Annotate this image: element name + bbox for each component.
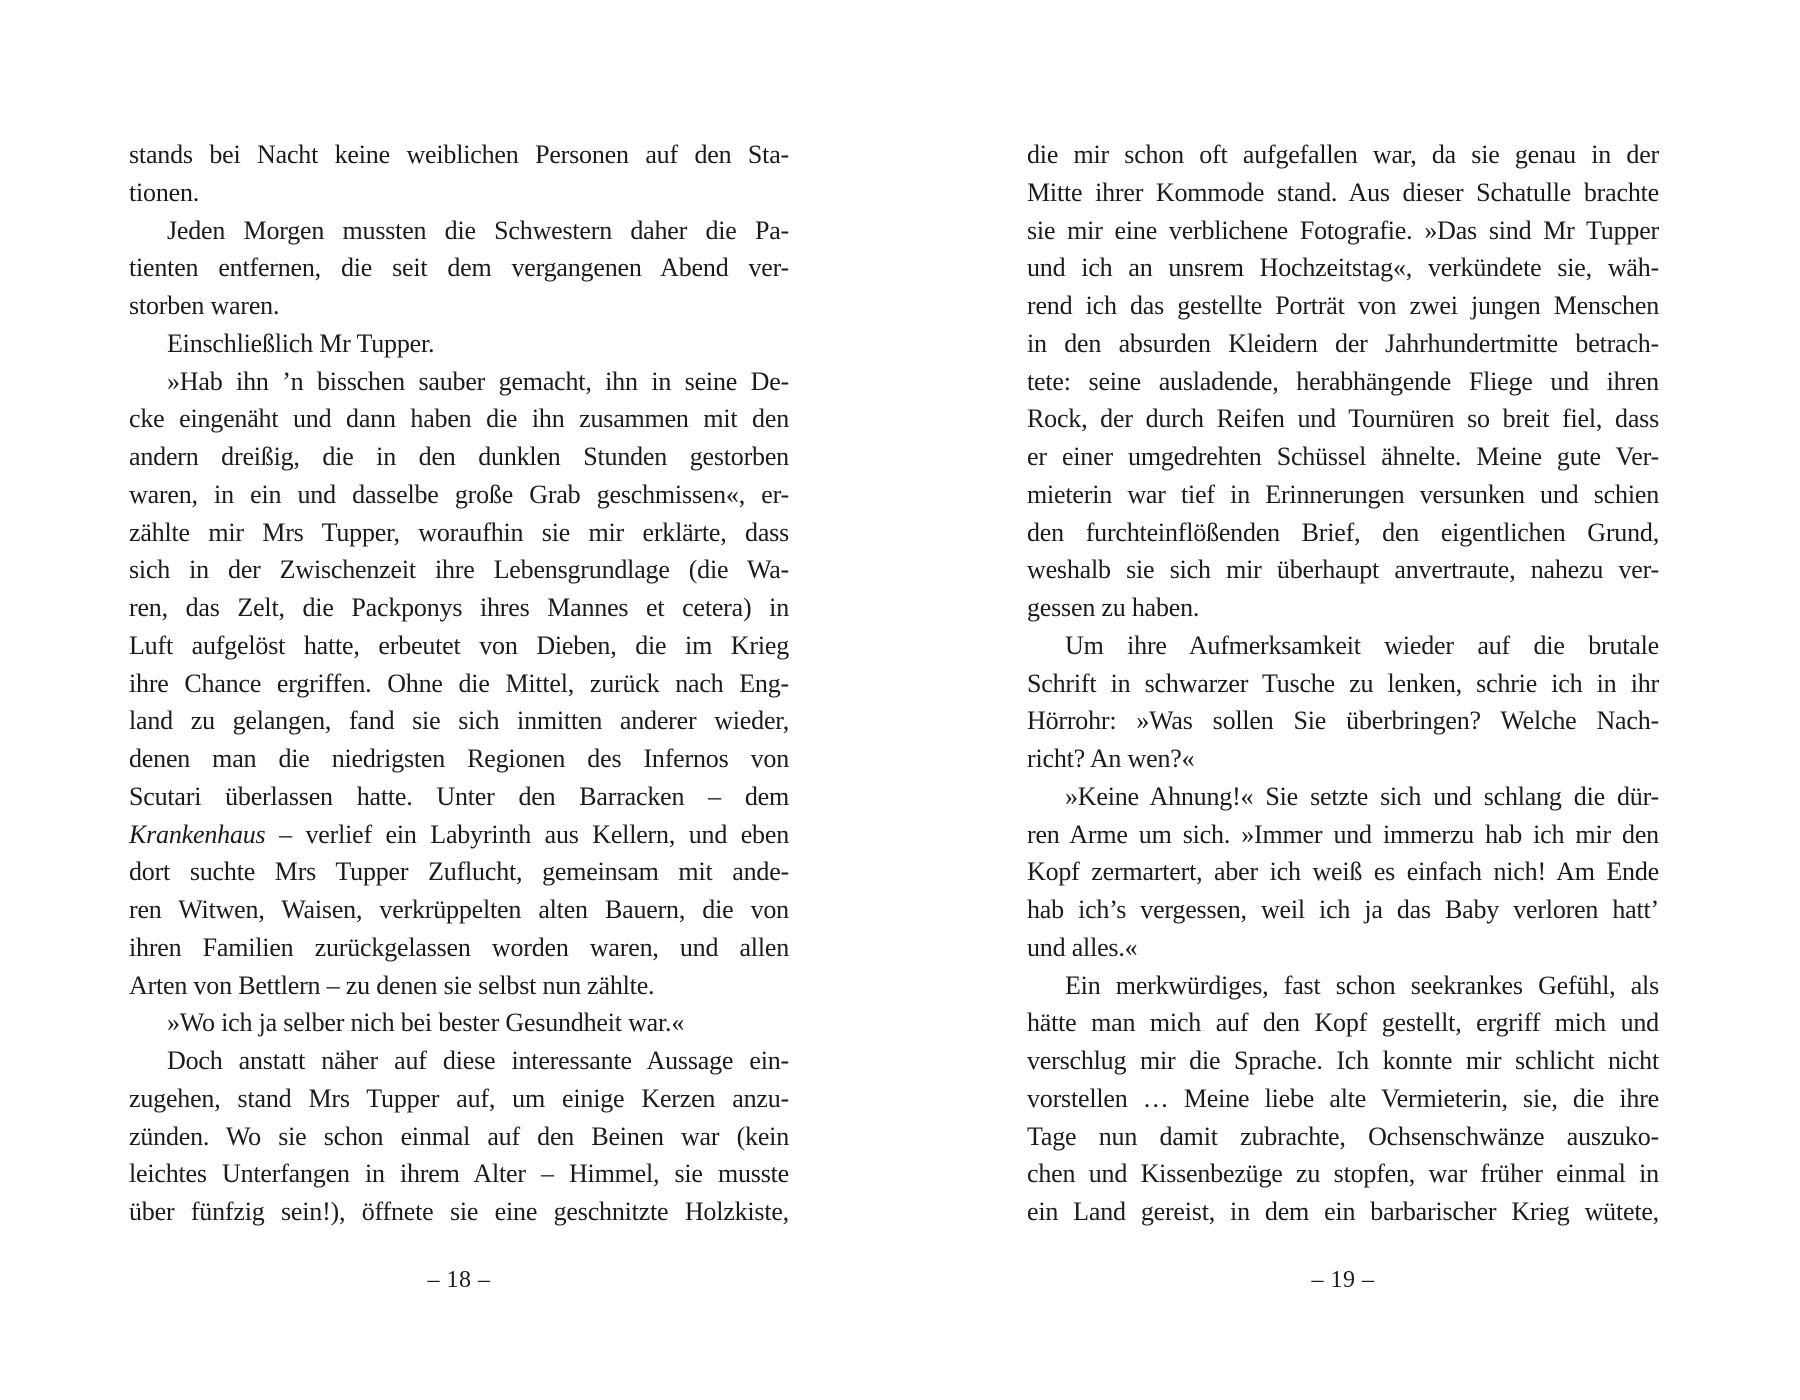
text-line: dort suchte Mrs Tupper Zuflucht, gemeinsam mit ande- [129, 857, 789, 887]
text-line: Rock, der durch Reifen und Tournüren so breit fiel, dass [1027, 404, 1659, 434]
text-line: verschlug mir die Sprache. Ich konnte mir schlicht nicht [1027, 1046, 1659, 1075]
text-line: er einer umgedrehten Schüssel ähnelte. Meine gute Ver- [1027, 442, 1659, 471]
text-line: und ich an unsrem Hochzeitstag«, verkündete sie, wäh- [1027, 253, 1659, 283]
text-line: ihre Chance ergriffen. Ohne die Mittel, zurück nach Eng- [129, 668, 789, 698]
text-line: sie mir eine verblichene Fotografie. »Das sind Mr Tupper [1027, 215, 1659, 245]
text-line: Mitte ihrer Kommode stand. Aus dieser Schatulle brachte [1027, 177, 1659, 207]
text-line: stands bei Nacht keine weiblichen Personen auf den Sta- [129, 140, 789, 169]
text-line: rend ich das gestellte Porträt von zwei jungen Menschen [1027, 291, 1659, 320]
text-line: über fünfzig sein!), öffnete sie eine geschnitzte Holzkiste, [129, 1197, 789, 1226]
italic-term: Krankenhaus [129, 819, 266, 849]
text-line: Jeden Morgen mussten die Schwestern daher die Pa- [167, 215, 789, 245]
text-line: andern dreißig, die in den dunklen Stunden gestorben [129, 442, 789, 471]
page-number-left: – 18 – [427, 1267, 491, 1293]
text-line: vorstellen … Meine liebe alte Vermieterin, sie, die ihre [1027, 1083, 1659, 1113]
page-number-right: – 19 – [1311, 1267, 1375, 1293]
text-line: land zu gelangen, fand sie sich inmitten anderer wieder, [129, 706, 789, 736]
text-line: Um ihre Aufmerksamkeit wieder auf die brutale [1065, 630, 1659, 660]
text-line: gessen zu haben. [1027, 593, 1200, 622]
text-line: Luft aufgelöst hatte, erbeutet von Dieben, die im Krieg [129, 630, 789, 660]
text-line: ren Witwen, Waisen, verkrüppelten alten Bauern, die von [129, 895, 789, 924]
text-line: weshalb sie sich mir überhaupt anvertraute, nahezu ver- [1027, 555, 1659, 585]
text-line: cke eingenäht und dann haben die ihn zusammen mit den [129, 404, 789, 434]
text-line: den furchteinflößenden Brief, den eigentlichen Grund, [1027, 517, 1659, 547]
text-line: ihren Familien zurückgelassen worden waren, und allen [129, 932, 789, 962]
text-line: zählte mir Mrs Tupper, woraufhin sie mir erklärte, dass [129, 517, 789, 547]
text-line: ren, das Zelt, die Packponys ihres Mannes et cetera) in [129, 593, 789, 622]
text-line: hab ich’s vergessen, weil ich ja das Baby verloren hatt’ [1027, 895, 1659, 924]
text-line: ren Arme um sich. »Immer und immerzu hab ich mir den [1027, 819, 1659, 849]
text-line: mieterin war tief in Erinnerungen versunken und schien [1027, 479, 1659, 509]
text-line: richt? An wen?« [1027, 744, 1195, 773]
text-line: Doch anstatt näher auf diese interessante Aussage ein- [167, 1046, 789, 1075]
text-line: leichtes Unterfangen in ihrem Alter – Himmel, sie musste [129, 1159, 789, 1189]
text-line: hätte man mich auf den Kopf gestellt, ergriff mich und [1027, 1008, 1659, 1038]
page-right-text-column [1027, 136, 1659, 1231]
text-line: Hörrohr: »Was sollen Sie überbringen? Welche Nach- [1027, 706, 1659, 736]
text-line: Schrift in schwarzer Tusche zu lenken, schrie ich in ihr [1027, 668, 1659, 698]
text-line: waren, in ein und dasselbe große Grab geschmissen«, er- [129, 479, 789, 509]
text-line: Scutari überlassen hatte. Unter den Barracken – dem [129, 781, 789, 811]
text-line: Krankenhaus – verlief ein Labyrinth aus Kellern, und eben [129, 819, 789, 849]
text-line: zugehen, stand Mrs Tupper auf, um einige Kerzen anzu- [129, 1083, 789, 1113]
text-line: denen man die niedrigsten Regionen des Infernos von [129, 744, 789, 773]
text-line: und alles.« [1027, 932, 1138, 962]
text-line: tienten entfernen, die seit dem vergangenen Abend ver- [129, 253, 789, 283]
text-line: ein Land gereist, in dem ein barbarischer Krieg wütete, [1027, 1197, 1659, 1226]
text-line: »Hab ihn ’n bisschen sauber gemacht, ihn in seine De- [167, 366, 789, 396]
text-line: Einschließlich Mr Tupper. [167, 328, 435, 358]
text-line: die mir schon oft aufgefallen war, da sie genau in der [1027, 140, 1659, 169]
text-line: chen und Kissenbezüge zu stopfen, war früher einmal in [1027, 1159, 1659, 1189]
text-line: sich in der Zwischenzeit ihre Lebensgrundlage (die Wa- [129, 555, 789, 585]
text-line: storben waren. [129, 291, 280, 320]
text-line: tionen. [129, 177, 200, 207]
text-line: Kopf zermartert, aber ich weiß es einfach nich! Am Ende [1027, 857, 1659, 887]
text-line: »Wo ich ja selber nich bei bester Gesundheit war.« [167, 1008, 685, 1038]
text-line: Arten von Bettlern – zu denen sie selbst nun zählte. [129, 970, 655, 1000]
text-line: Tage nun damit zubrachte, Ochsenschwänze auszuko- [1027, 1121, 1659, 1151]
text-line: »Keine Ahnung!« Sie setzte sich und schlang die dür- [1065, 781, 1659, 811]
text-line: in den absurden Kleidern der Jahrhundertmitte betrach- [1027, 328, 1659, 358]
page-left-text-column [129, 136, 789, 1231]
text-line: tete: seine ausladende, herabhängende Fliege und ihren [1027, 366, 1659, 396]
text-line: Ein merkwürdiges, fast schon seekrankes Gefühl, als [1065, 970, 1659, 1000]
text-line: zünden. Wo sie schon einmal auf den Beinen war (kein [129, 1121, 789, 1151]
